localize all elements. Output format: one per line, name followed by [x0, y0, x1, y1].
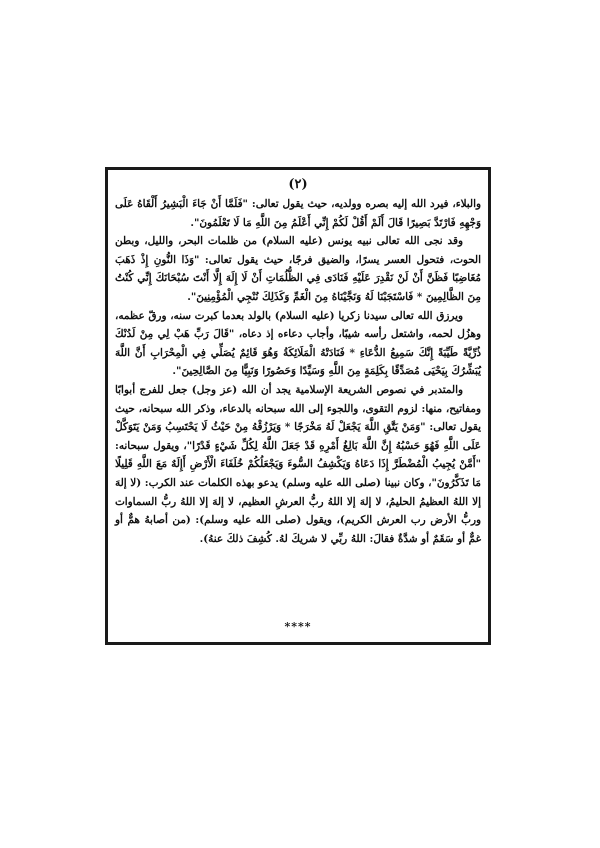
paragraph: والمتدبر في نصوص الشريعة الإسلامية يجد أن الله (عز وجل) جعل للفرج أبوابًا ومفاتيح، منها: لزوم التقوى، واللجوء إلى الله سبحانه بالدعاء، وذكر الله سبحانه، حيث يقول تعالى: "وَمَنْ يَتَّقِ اللَّهَ يَجْعَلْ لَهُ مَخْرَجًا * وَيَرْزُقْهُ مِنْ حَيْثُ لَا يَحْتَسِبُ وَمَنْ يَتَوَكَّلْ عَلَى اللَّهِ فَهُوَ حَسْبُهُ إِنَّ اللَّهَ بَالِغُ أَمْرِهِ قَدْ جَعَلَ اللَّهُ لِكُلِّ شَيْءٍ قَدْرًا"، ويقول سبحانه: "أَمَّنْ يُجِيبُ الْمُضْطَرَّ إِذَا دَعَاهُ وَيَكْشِفُ السُّوءَ وَيَجْعَلُكُمْ خُلَفَاءَ الْأَرْضِ أَإِلَهٌ مَعَ اللَّهِ قَلِيلًا مَا تَذَكَّرُونَ"، وكان نبينا (صلى الله عليه وسلم) يدعو بهذه الكلمات عند الكرب: (لا إلهَ إلا اللهُ العظيمُ الحليمُ، لا إلهَ إلا اللهُ ربُّ العرشِ العظيم، لا إلهَ إلا اللهُ ربُّ السماوات وربُّ الأرض رب العرش الكريم)، ويقول (صلى الله عليه وسلم): (من أصابهُ همٌّ أو غمٌّ أو سَقَمٌ أو شدَّةٌ فقالَ: اللهُ ربِّي لا شريكَ لهُ. كُشِفَ ذلكَ عنهُ).	[115, 383, 481, 545]
end-mark: ****	[284, 620, 312, 633]
text-body	[115, 195, 481, 548]
page-number: (٢)	[288, 177, 308, 192]
paragraph: والبلاء، فيرد الله إليه بصره وولديه، حيث يقول تعالى: "فَلَمَّا أَنْ جَاءَ الْبَشِيرُ أَلْقَاهُ عَلَى وَجْهِهِ فَارْتَدَّ بَصِيرًا قَالَ أَلَمْ أَقُلْ لَكُمْ إِنِّي أَعْلَمُ مِنَ اللَّهِ مَا لَا تَعْلَمُونَ".	[115, 198, 481, 229]
paragraph: وقد نجى الله تعالى نبيه يونس (عليه السلام) من ظلمات البحر، والليل، وبطن الحوت، فتحول العسر يسرًا، والضيق فرجًا، حيث يقول تعالى: "وَذَا النُّونِ إِذْ ذَهَبَ مُغَاضِبًا فَظَنَّ أَنْ لَنْ نَقْدِرَ عَلَيْهِ فَنَادَى فِي الظُّلُمَاتِ أَنْ لَا إِلَهَ إِلَّا أَنْتَ سُبْحَانَكَ إِنِّي كُنْتُ مِنَ الظَّالِمِينَ * فَاسْتَجَبْنَا لَهُ وَنَجَّيْنَاهُ مِنَ الْغَمِّ وَكَذَلِكَ نُنْجِي الْمُؤْمِنِينَ".	[115, 235, 481, 303]
page-border	[105, 167, 491, 645]
paragraph: ويرزق الله تعالى سيدنا زكريا (عليه السلام) بالولد بعدما كبرت سنه، ورقّ عظمه، وهزُل لحمه، واشتعل رأسه شيبًا، وأجاب دعاءه إذ دعاه، "قَالَ رَبِّ هَبْ لِي مِنْ لَدُنْكَ ذُرِّيَّةً طَيِّبَةً إِنَّكَ سَمِيعُ الدُّعَاءِ * فَنَادَتْهُ الْمَلَائِكَةُ وَهُوَ قَائِمٌ يُصَلِّي فِي الْمِحْرَابِ أَنَّ اللَّهَ يُبَشِّرُكَ بِيَحْيَى مُصَدِّقًا بِكَلِمَةٍ مِنَ اللَّهِ وَسَيِّدًا وَحَصُورًا وَنَبِيًّا مِنَ الصَّالِحِينَ".	[115, 309, 481, 378]
